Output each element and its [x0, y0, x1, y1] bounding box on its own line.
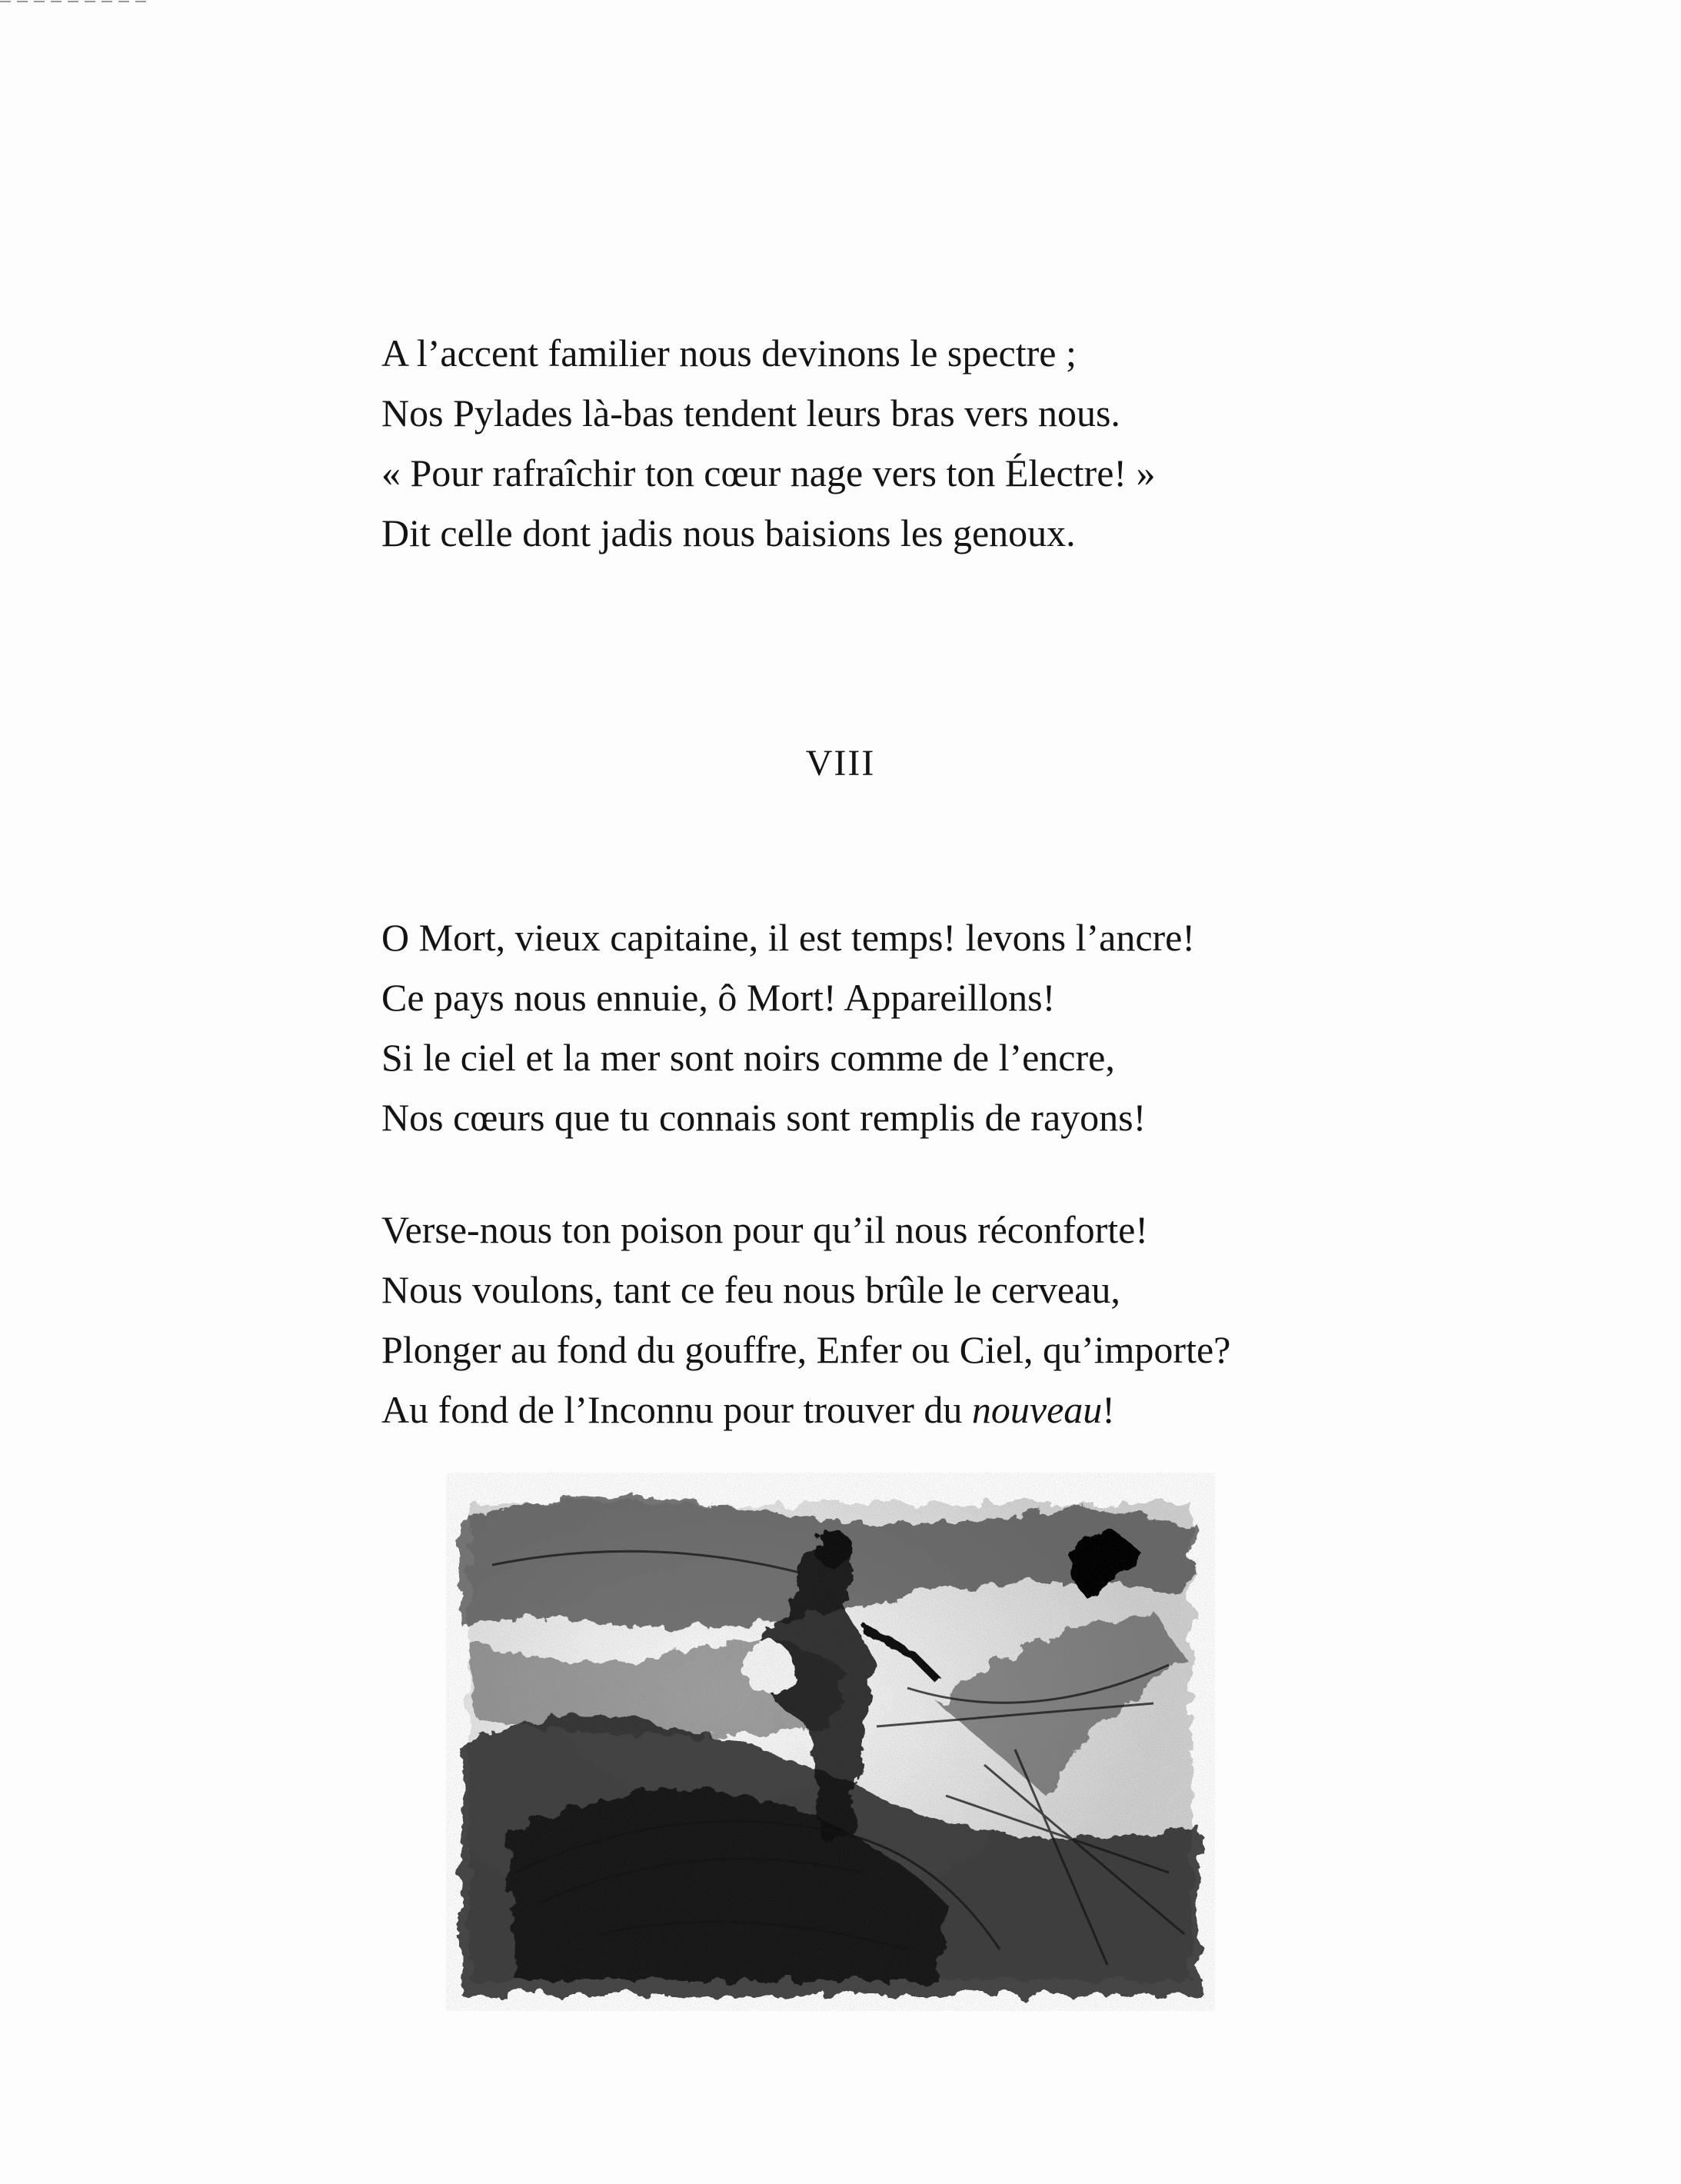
verse-line: Plonger au fond du gouffre, Enfer ou Ciel, qu’importe?	[381, 1328, 1231, 1371]
verse-line: O Mort, vieux capitaine, il est temps! levons l’ancre!	[381, 916, 1196, 959]
verse-line: « Pour rafraîchir ton cœur nage vers ton Électre! »	[381, 451, 1156, 494]
italic-word: nouveau	[971, 1388, 1103, 1431]
verse-line: Nos Pylades là-bas tendent leurs bras vers nous.	[381, 391, 1120, 434]
verse-line-end: !	[1102, 1388, 1115, 1431]
verse-line: Si le ciel et la mer sont noirs comme de l’encre,	[381, 1036, 1115, 1079]
verse-line: Ce pays nous ennuie, ô Mort! Appareillons!	[381, 976, 1056, 1019]
section-title: VIII	[805, 743, 876, 784]
lithograph-illustration	[446, 1473, 1215, 2011]
scan-edge-mark	[0, 0, 154, 5]
stanza-3	[381, 1200, 1427, 1440]
verse-line: Nous voulons, tant ce feu nous brûle le cerveau,	[381, 1268, 1120, 1311]
verse-line: A l’accent familier nous devinons le spectre ;	[381, 331, 1077, 375]
verse-line: Verse-nous ton poison pour qu’il nous réconforte!	[381, 1208, 1149, 1251]
stanza-2	[381, 907, 1427, 1147]
verse-line: Dit celle dont jadis nous baisions les genoux.	[381, 511, 1076, 554]
verse-line-start: Au fond de l’Inconnu pour trouver du	[381, 1388, 972, 1431]
verse-line: Nos cœurs que tu connais sont remplis de rayons!	[381, 1096, 1147, 1139]
stanza-1	[381, 323, 1427, 563]
verse-line-final	[381, 1380, 1427, 1440]
